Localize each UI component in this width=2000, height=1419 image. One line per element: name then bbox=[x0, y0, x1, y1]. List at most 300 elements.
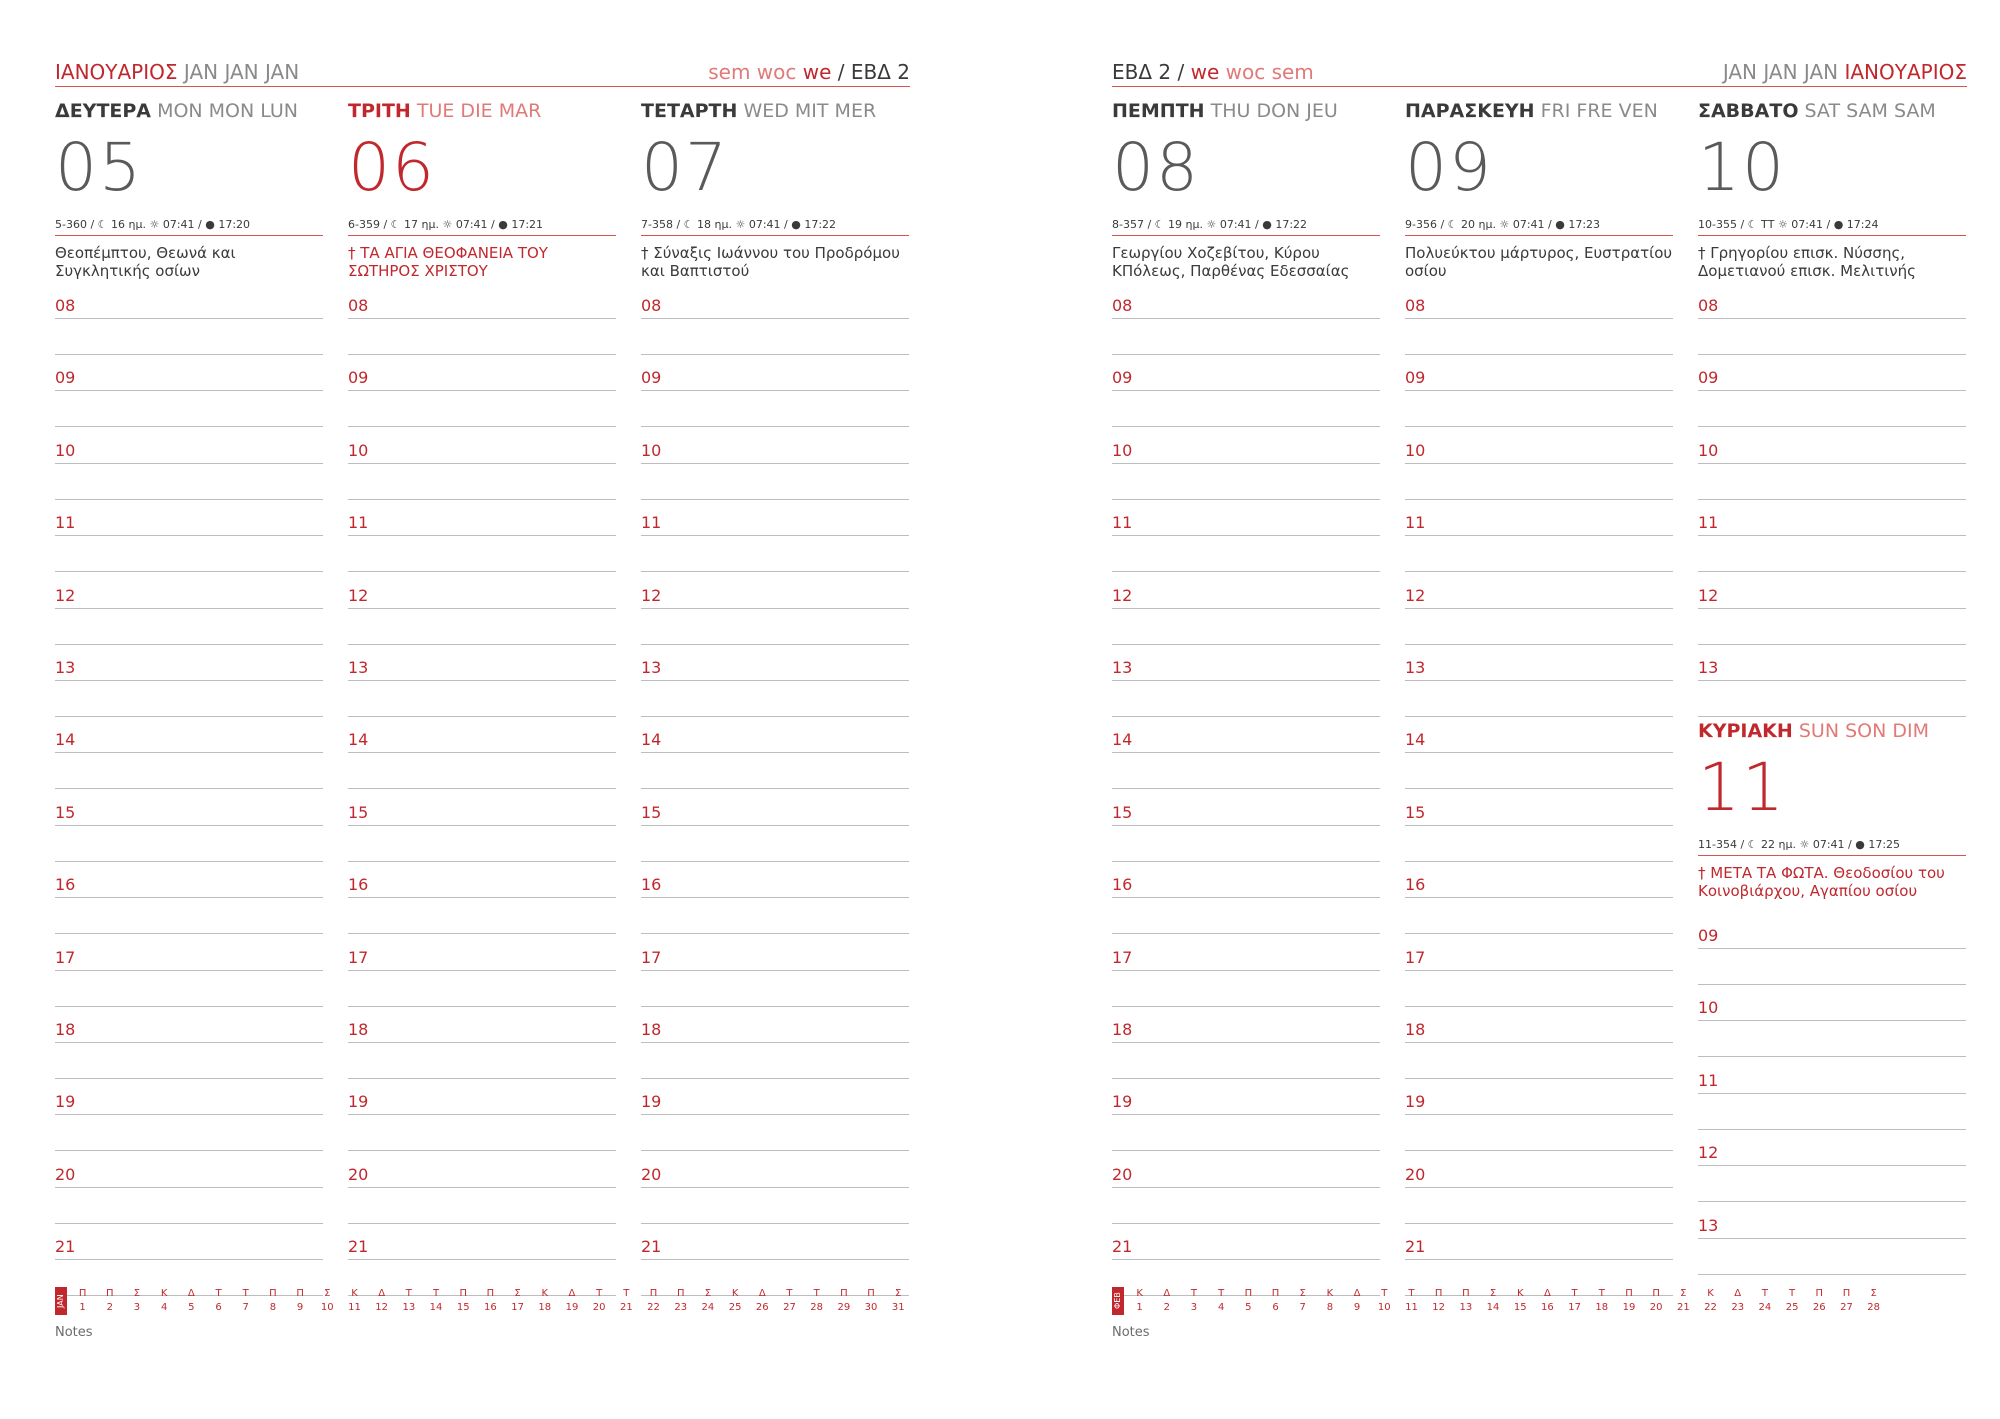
mini-day-number: 3 bbox=[133, 1302, 141, 1313]
hour-row[interactable] bbox=[1112, 513, 1380, 585]
mini-day[interactable] bbox=[314, 1287, 341, 1315]
hour-label: 10 bbox=[1698, 440, 1719, 460]
hour-row[interactable] bbox=[1405, 658, 1673, 730]
hour-row[interactable] bbox=[348, 948, 616, 1020]
day-meta: 8-357 / ☾ 19 ημ. ☼ 07:41 / ● 17:22 bbox=[1112, 218, 1380, 236]
hour-row[interactable] bbox=[1405, 730, 1673, 802]
mini-day[interactable] bbox=[749, 1287, 776, 1315]
mini-day[interactable] bbox=[450, 1287, 477, 1315]
hour-row[interactable] bbox=[1405, 513, 1673, 585]
hour-row[interactable] bbox=[348, 513, 616, 585]
hour-row[interactable] bbox=[1112, 1165, 1380, 1237]
mini-day-number: 16 bbox=[1541, 1302, 1554, 1313]
hour-row[interactable] bbox=[1698, 1216, 1966, 1288]
hour-row[interactable] bbox=[348, 1020, 616, 1092]
mini-day[interactable] bbox=[613, 1287, 640, 1315]
rule-line bbox=[641, 1259, 909, 1260]
day-name-greek: ΤΡΙΤΗ bbox=[348, 100, 411, 122]
rule-line bbox=[348, 970, 616, 971]
hour-row[interactable] bbox=[55, 513, 323, 585]
rule-line bbox=[1405, 861, 1673, 862]
mini-day[interactable] bbox=[1316, 1287, 1343, 1315]
mini-day[interactable] bbox=[640, 1287, 667, 1315]
rule-line bbox=[1405, 970, 1673, 971]
hour-label: 19 bbox=[348, 1092, 369, 1112]
rule-line bbox=[55, 788, 323, 789]
mini-day-letter: Τ bbox=[1381, 1288, 1388, 1299]
rule-line bbox=[1405, 318, 1673, 319]
hour-row[interactable] bbox=[641, 513, 909, 585]
mini-day-number: 3 bbox=[1190, 1302, 1198, 1313]
mini-day[interactable] bbox=[803, 1287, 830, 1315]
rule-line bbox=[1405, 897, 1673, 898]
rule-line bbox=[55, 390, 323, 391]
mini-day-number: 25 bbox=[1785, 1302, 1799, 1313]
hour-row[interactable] bbox=[1112, 875, 1380, 947]
week-sep: / bbox=[1177, 60, 1185, 84]
mini-day[interactable] bbox=[558, 1287, 585, 1315]
mini-day-number: 23 bbox=[1731, 1302, 1745, 1313]
hour-row[interactable] bbox=[641, 368, 909, 440]
hour-row[interactable] bbox=[641, 803, 909, 875]
hour-row[interactable] bbox=[1405, 368, 1673, 440]
hour-row[interactable] bbox=[1698, 368, 1966, 440]
mini-day[interactable] bbox=[667, 1287, 694, 1315]
hour-row[interactable] bbox=[348, 875, 616, 947]
rule-line bbox=[1698, 354, 1966, 355]
hour-row[interactable] bbox=[1112, 296, 1380, 368]
hour-list bbox=[348, 296, 616, 1309]
hour-label: 13 bbox=[55, 657, 76, 677]
hour-row[interactable] bbox=[641, 441, 909, 513]
rule-line bbox=[55, 933, 323, 934]
rule-line bbox=[641, 390, 909, 391]
mini-day[interactable] bbox=[1724, 1287, 1751, 1315]
rule-line bbox=[1112, 608, 1380, 609]
rule-line bbox=[641, 933, 909, 934]
rule-line bbox=[1698, 499, 1966, 500]
mini-day[interactable] bbox=[1806, 1287, 1833, 1315]
rule-line bbox=[55, 1006, 323, 1007]
hour-row[interactable] bbox=[641, 658, 909, 730]
mini-day[interactable] bbox=[1289, 1287, 1316, 1315]
mini-day-number: 30 bbox=[864, 1302, 878, 1313]
hour-label: 19 bbox=[55, 1092, 76, 1112]
mini-day-letter: Τ bbox=[786, 1288, 793, 1299]
mini-day[interactable] bbox=[504, 1287, 531, 1315]
mini-day-letter: Π bbox=[106, 1288, 114, 1299]
hour-label: 13 bbox=[348, 657, 369, 677]
mini-day[interactable] bbox=[1588, 1287, 1615, 1315]
rule-line bbox=[1698, 463, 1966, 464]
hour-row[interactable] bbox=[1698, 998, 1966, 1070]
hour-row[interactable] bbox=[1112, 803, 1380, 875]
rule-line bbox=[348, 788, 616, 789]
hour-row[interactable] bbox=[1405, 803, 1673, 875]
week-title bbox=[1112, 60, 1314, 84]
rule-line bbox=[55, 1259, 323, 1260]
mini-day-letter: Δ bbox=[1543, 1288, 1551, 1299]
rule-line bbox=[641, 970, 909, 971]
mini-day[interactable] bbox=[96, 1287, 123, 1315]
mini-day-number: 26 bbox=[755, 1302, 769, 1313]
hour-row[interactable] bbox=[1698, 926, 1966, 998]
mini-day[interactable] bbox=[1751, 1287, 1778, 1315]
mini-day[interactable] bbox=[694, 1287, 721, 1315]
hour-row[interactable] bbox=[55, 296, 323, 368]
hour-row[interactable] bbox=[348, 586, 616, 658]
hour-row[interactable] bbox=[1405, 586, 1673, 658]
hour-row[interactable] bbox=[348, 658, 616, 730]
rule-line bbox=[1112, 318, 1380, 319]
day-number: 11 bbox=[1698, 749, 1786, 826]
mini-day-number: 12 bbox=[1432, 1302, 1446, 1313]
mini-day[interactable] bbox=[395, 1287, 422, 1315]
rule-line bbox=[1698, 984, 1966, 985]
rule-line bbox=[1405, 535, 1673, 536]
mini-day[interactable] bbox=[477, 1287, 504, 1315]
rule-line bbox=[1112, 1223, 1380, 1224]
mini-day[interactable] bbox=[1452, 1287, 1479, 1315]
rule-line bbox=[1112, 354, 1380, 355]
rule-line bbox=[348, 1187, 616, 1188]
day-name bbox=[348, 100, 616, 126]
rule-line bbox=[1405, 390, 1673, 391]
rule-line bbox=[641, 318, 909, 319]
hour-row[interactable] bbox=[1698, 513, 1966, 585]
hour-label: 09 bbox=[1698, 926, 1719, 945]
mini-day[interactable] bbox=[178, 1287, 205, 1315]
mini-day[interactable] bbox=[1615, 1287, 1642, 1315]
mini-day[interactable] bbox=[1180, 1287, 1207, 1315]
hour-row[interactable] bbox=[348, 441, 616, 513]
rule-line bbox=[641, 752, 909, 753]
day-note: † Σύναξις Ιωάννου του Προδρόμου και Βαπτιστού bbox=[641, 244, 900, 280]
hour-row[interactable] bbox=[1698, 296, 1966, 368]
day-name-greek: ΚΥΡΙΑΚΗ bbox=[1698, 720, 1793, 742]
mini-day[interactable] bbox=[69, 1287, 96, 1315]
hour-label: 14 bbox=[1405, 730, 1426, 750]
rule-line bbox=[348, 861, 616, 862]
rule-line bbox=[1698, 948, 1966, 949]
rule-line bbox=[348, 680, 616, 681]
mini-day[interactable] bbox=[1860, 1287, 1887, 1315]
rule-line bbox=[1405, 716, 1673, 717]
mini-day-number: 10 bbox=[1377, 1302, 1391, 1313]
mini-day[interactable] bbox=[776, 1287, 803, 1315]
hour-row[interactable] bbox=[1112, 586, 1380, 658]
hour-row[interactable] bbox=[1698, 1143, 1966, 1215]
mini-day[interactable] bbox=[1371, 1287, 1398, 1315]
hour-row[interactable] bbox=[55, 1092, 323, 1164]
hour-label: 18 bbox=[55, 1019, 76, 1039]
mini-day-letter: Π bbox=[840, 1288, 848, 1299]
hour-row[interactable] bbox=[641, 1092, 909, 1164]
day-meta: 5-360 / ☾ 16 ημ. ☼ 07:41 / ● 17:20 bbox=[55, 218, 323, 236]
rule-line bbox=[1112, 1042, 1380, 1043]
rule-line bbox=[55, 1150, 323, 1151]
hour-row[interactable] bbox=[1405, 441, 1673, 513]
hour-row[interactable] bbox=[1698, 441, 1966, 513]
rule-line bbox=[1405, 499, 1673, 500]
mini-day[interactable] bbox=[205, 1287, 232, 1315]
hour-row[interactable] bbox=[1112, 441, 1380, 513]
mini-day-letter: Π bbox=[296, 1288, 304, 1299]
mini-day[interactable] bbox=[885, 1287, 912, 1315]
day-number: 05 bbox=[55, 129, 143, 206]
hour-label: 20 bbox=[641, 1164, 662, 1184]
hour-row[interactable] bbox=[55, 875, 323, 947]
mini-day[interactable] bbox=[1479, 1287, 1506, 1315]
hour-row[interactable] bbox=[1405, 948, 1673, 1020]
mini-day-letter: Σ bbox=[1489, 1288, 1497, 1299]
mini-day[interactable] bbox=[1262, 1287, 1289, 1315]
day-meta: 6-359 / ☾ 17 ημ. ☼ 07:41 / ● 17:21 bbox=[348, 218, 616, 236]
mini-day-letter: Σ bbox=[133, 1288, 141, 1299]
day-number: 06 bbox=[348, 129, 436, 206]
mini-day-letter: Π bbox=[486, 1288, 495, 1299]
hour-row[interactable] bbox=[1112, 730, 1380, 802]
rule-line bbox=[1698, 1020, 1966, 1021]
hour-row[interactable] bbox=[641, 875, 909, 947]
mini-day-number: 7 bbox=[242, 1302, 249, 1313]
hour-label: 16 bbox=[1405, 875, 1426, 895]
hour-row[interactable] bbox=[55, 730, 323, 802]
mini-day-letter: Σ bbox=[1870, 1288, 1877, 1299]
rule-line bbox=[1112, 1259, 1380, 1260]
hour-row[interactable] bbox=[1405, 875, 1673, 947]
hour-label: 19 bbox=[1112, 1092, 1133, 1112]
rule-line bbox=[641, 644, 909, 645]
day-name-other: FRI FRE VEN bbox=[1540, 100, 1658, 122]
mini-day-number: 11 bbox=[1405, 1302, 1418, 1313]
rule-line bbox=[348, 1223, 616, 1224]
hour-row[interactable] bbox=[641, 296, 909, 368]
week-we: we bbox=[802, 60, 832, 84]
hour-label: 14 bbox=[1112, 730, 1133, 750]
mini-day[interactable] bbox=[341, 1287, 368, 1315]
hour-list bbox=[55, 296, 323, 1309]
month-greek: ΙΑΝΟΥΑΡΙΟΣ bbox=[55, 60, 178, 84]
mini-day-number: 4 bbox=[1217, 1302, 1225, 1313]
hour-row[interactable] bbox=[1112, 658, 1380, 730]
mini-day[interactable] bbox=[1126, 1287, 1153, 1315]
hour-row[interactable] bbox=[348, 1165, 616, 1237]
mini-day-number: 10 bbox=[320, 1302, 334, 1313]
hour-row[interactable] bbox=[641, 948, 909, 1020]
rule-line bbox=[1112, 499, 1380, 500]
hour-row[interactable] bbox=[55, 948, 323, 1020]
hour-row[interactable] bbox=[348, 730, 616, 802]
mini-day-number: 9 bbox=[1353, 1302, 1361, 1313]
mini-day-number: 22 bbox=[1704, 1302, 1717, 1313]
rule-line bbox=[641, 1150, 909, 1151]
rule-line bbox=[641, 788, 909, 789]
mini-day[interactable] bbox=[586, 1287, 613, 1315]
month-other: JAN JAN JAN bbox=[1722, 60, 1839, 84]
rule-line bbox=[55, 1078, 323, 1079]
hour-row[interactable] bbox=[641, 1165, 909, 1237]
hour-label: 10 bbox=[1112, 440, 1133, 460]
day-name-other: TUE DIE MAR bbox=[416, 100, 542, 122]
rule-line bbox=[348, 318, 616, 319]
mini-day[interactable] bbox=[722, 1287, 749, 1315]
mini-day-letter: Π bbox=[1462, 1288, 1470, 1299]
mini-day[interactable] bbox=[368, 1287, 395, 1315]
mini-day[interactable] bbox=[1643, 1287, 1670, 1315]
mini-day[interactable] bbox=[1833, 1287, 1860, 1315]
rule-line bbox=[55, 354, 323, 355]
rule-line bbox=[348, 1042, 616, 1043]
sunday-block bbox=[1698, 720, 1966, 1288]
rule-line bbox=[1112, 1114, 1380, 1115]
day-note: Πολυεύκτου μάρτυρος, Ευστρατίου οσίου bbox=[1405, 244, 1673, 280]
mini-day[interactable] bbox=[1697, 1287, 1724, 1315]
hour-label: 11 bbox=[1698, 1070, 1719, 1090]
hour-label: 15 bbox=[641, 802, 662, 822]
hour-list bbox=[1698, 296, 1966, 730]
hour-row[interactable] bbox=[55, 368, 323, 440]
hour-row[interactable] bbox=[348, 368, 616, 440]
hour-row[interactable] bbox=[348, 803, 616, 875]
hour-label: 12 bbox=[1405, 585, 1426, 605]
month-tag: JAN bbox=[55, 1287, 67, 1315]
mini-day[interactable] bbox=[1235, 1287, 1262, 1315]
rule-line bbox=[1698, 318, 1966, 319]
hour-row[interactable] bbox=[1112, 1092, 1380, 1164]
rule-line bbox=[348, 933, 616, 934]
hour-row[interactable] bbox=[55, 586, 323, 658]
hour-list bbox=[1112, 296, 1380, 1309]
rule-line bbox=[1112, 716, 1380, 717]
mini-day[interactable] bbox=[531, 1287, 558, 1315]
hour-row[interactable] bbox=[1112, 1020, 1380, 1092]
hour-row[interactable] bbox=[55, 658, 323, 730]
hour-row[interactable] bbox=[1112, 368, 1380, 440]
hour-label: 12 bbox=[348, 585, 369, 605]
day-number: 10 bbox=[1698, 129, 1786, 206]
mini-day[interactable] bbox=[259, 1287, 286, 1315]
hour-label: 19 bbox=[641, 1092, 662, 1112]
day-number: 07 bbox=[641, 129, 729, 206]
hour-row[interactable] bbox=[348, 296, 616, 368]
mini-day-number: 6 bbox=[215, 1302, 222, 1313]
rule-line bbox=[55, 463, 323, 464]
mini-day-number: 17 bbox=[511, 1302, 524, 1313]
rule-line bbox=[1405, 463, 1673, 464]
mini-day[interactable] bbox=[1208, 1287, 1235, 1315]
mini-day[interactable] bbox=[422, 1287, 449, 1315]
mini-day[interactable] bbox=[151, 1287, 178, 1315]
mini-day[interactable] bbox=[830, 1287, 857, 1315]
mini-day[interactable] bbox=[1670, 1287, 1697, 1315]
hour-row[interactable] bbox=[1112, 948, 1380, 1020]
hour-label: 13 bbox=[641, 657, 662, 677]
hour-label: 09 bbox=[641, 368, 662, 388]
hour-row[interactable] bbox=[1405, 1092, 1673, 1164]
hour-row[interactable] bbox=[641, 1020, 909, 1092]
rule-line bbox=[348, 1259, 616, 1260]
mini-day[interactable] bbox=[123, 1287, 150, 1315]
day-name-other: MON MON LUN bbox=[157, 100, 299, 122]
day-name-other: WED MIT MER bbox=[743, 100, 877, 122]
rule-line bbox=[1112, 644, 1380, 645]
hour-row[interactable] bbox=[55, 803, 323, 875]
hour-row[interactable] bbox=[1405, 1165, 1673, 1237]
hour-row[interactable] bbox=[641, 730, 909, 802]
mini-day-number: 8 bbox=[1326, 1302, 1334, 1313]
rule-line bbox=[348, 752, 616, 753]
hour-label: 12 bbox=[1698, 585, 1719, 605]
hour-label: 20 bbox=[1405, 1164, 1426, 1184]
day-column bbox=[348, 100, 616, 1309]
rule-line bbox=[55, 1114, 323, 1115]
hour-row[interactable] bbox=[1698, 586, 1966, 658]
hour-label: 15 bbox=[1112, 802, 1133, 822]
mini-day-letter: Τ bbox=[1408, 1288, 1415, 1299]
rule-line bbox=[348, 1150, 616, 1151]
rule-line bbox=[1405, 1006, 1673, 1007]
mini-day[interactable] bbox=[1779, 1287, 1806, 1315]
mini-day[interactable] bbox=[1398, 1287, 1425, 1315]
day-name-greek: ΔΕΥΤΕΡΑ bbox=[55, 100, 152, 122]
mini-day-number: 5 bbox=[188, 1302, 195, 1313]
hour-row[interactable] bbox=[348, 1092, 616, 1164]
hour-row[interactable] bbox=[1405, 1020, 1673, 1092]
rule-line bbox=[1112, 571, 1380, 572]
mini-day-letter: Τ bbox=[215, 1288, 222, 1299]
day-number: 08 bbox=[1112, 129, 1200, 206]
mini-day-number: 28 bbox=[1867, 1302, 1881, 1313]
mini-day-number: 22 bbox=[647, 1302, 660, 1313]
mini-day[interactable] bbox=[1153, 1287, 1180, 1315]
hour-row[interactable] bbox=[1698, 1071, 1966, 1143]
day-name-greek: ΠΑΡΑΣΚΕΥΗ bbox=[1405, 100, 1535, 122]
rule-line bbox=[1405, 825, 1673, 826]
mini-day[interactable] bbox=[1507, 1287, 1534, 1315]
hour-label: 13 bbox=[1405, 657, 1426, 677]
rule-line bbox=[641, 825, 909, 826]
rule-line bbox=[1112, 933, 1380, 934]
hour-row[interactable] bbox=[641, 586, 909, 658]
mini-day-letter: Τ bbox=[813, 1288, 820, 1299]
rule-line bbox=[348, 1006, 616, 1007]
mini-day[interactable] bbox=[287, 1287, 314, 1315]
month-tag: ΦΕΒ bbox=[1112, 1287, 1124, 1315]
mini-day[interactable] bbox=[1344, 1287, 1371, 1315]
hour-row[interactable] bbox=[55, 1020, 323, 1092]
rule-line bbox=[1698, 426, 1966, 427]
rule-line bbox=[55, 571, 323, 572]
rule-line bbox=[1698, 1093, 1966, 1094]
hour-row[interactable] bbox=[1405, 296, 1673, 368]
week-we: we bbox=[1190, 60, 1220, 84]
day-name-greek: ΠΕΜΠΤΗ bbox=[1112, 100, 1205, 122]
mini-day[interactable] bbox=[232, 1287, 259, 1315]
hour-label: 12 bbox=[641, 585, 662, 605]
rule-line bbox=[641, 1223, 909, 1224]
hour-row[interactable] bbox=[55, 1165, 323, 1237]
mini-day[interactable] bbox=[857, 1287, 884, 1315]
mini-day[interactable] bbox=[1534, 1287, 1561, 1315]
hour-label: 17 bbox=[1112, 947, 1133, 967]
day-column bbox=[641, 100, 909, 1309]
mini-day-number: 24 bbox=[1758, 1302, 1772, 1313]
hour-row[interactable] bbox=[55, 441, 323, 513]
mini-day[interactable] bbox=[1425, 1287, 1452, 1315]
mini-day-letter: Τ bbox=[1598, 1288, 1605, 1299]
mini-day[interactable] bbox=[1561, 1287, 1588, 1315]
